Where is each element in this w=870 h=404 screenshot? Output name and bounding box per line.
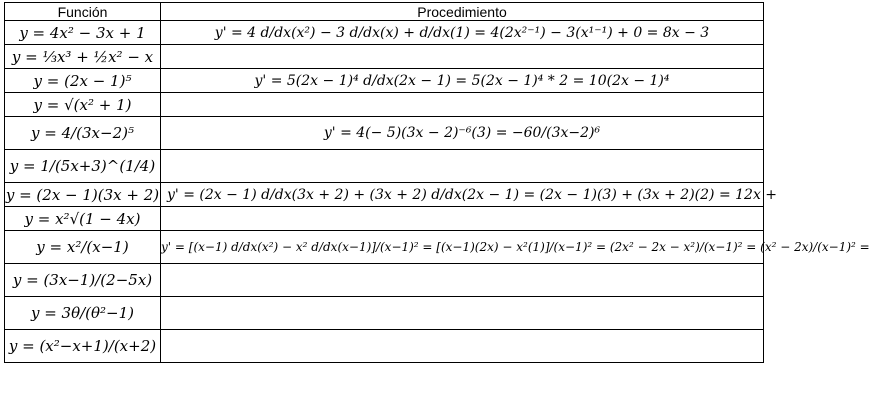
header-row	[5, 3, 764, 21]
funcion-cell: y = x²√(1 − 4x)	[5, 207, 161, 231]
header-procedimiento: Procedimiento	[161, 3, 764, 21]
funcion-cell: y = 3θ/(θ²−1)	[5, 297, 161, 330]
funcion-cell: y = (2x − 1)⁵	[5, 69, 161, 93]
procedimiento-cell	[161, 150, 764, 183]
table-row	[5, 117, 764, 150]
derivatives-table	[4, 2, 870, 363]
funcion-cell: y = √(x² + 1)	[5, 93, 161, 117]
procedimiento-cell	[161, 264, 764, 297]
header-funcion: Función	[5, 3, 161, 21]
table-row	[5, 183, 764, 207]
table-row	[5, 45, 764, 69]
procedimiento-cell: y' = 4(− 5)(3x − 2)⁻⁶(3) = −60/(3x−2)⁶	[161, 117, 764, 150]
funcion-cell: y = ⅓x³ + ½x² − x	[5, 45, 161, 69]
table-row	[5, 231, 764, 264]
table-row	[5, 207, 764, 231]
funcion-cell: y = (2x − 1)(3x + 2)	[5, 183, 161, 207]
funcion-cell: y = 4/(3x−2)⁵	[5, 117, 161, 150]
procedimiento-cell	[161, 207, 764, 231]
procedimiento-cell: y' = (2x − 1) d/dx(3x + 2) + (3x + 2) d/dx(2x − 1) = (2x − 1)(3) + (3x + 2)(2) = 12x +	[161, 183, 764, 207]
table-row	[5, 69, 764, 93]
procedimiento-cell	[161, 45, 764, 69]
funcion-cell: y = (x²−x+1)/(x+2)	[5, 330, 161, 363]
table-row	[5, 297, 764, 330]
funcion-cell: y = x²/(x−1)	[5, 231, 161, 264]
procedimiento-cell: y' = [(x−1) d/dx(x²) − x² d/dx(x−1)]/(x−1)² = [(x−1)(2x) − x²(1)]/(x−1)² = (2x² − 2x − x²)/(x−1)² = (x² − 2x)/(x−1)² =	[161, 231, 764, 264]
procedimiento-cell	[161, 330, 764, 363]
funcion-cell: y = 1/(5x+3)^(1/4)	[5, 150, 161, 183]
procedimiento-cell	[161, 297, 764, 330]
table-row	[5, 150, 764, 183]
procedimiento-cell: y' = 5(2x − 1)⁴ d/dx(2x − 1) = 5(2x − 1)⁴ * 2 = 10(2x − 1)⁴	[161, 69, 764, 93]
table-row	[5, 93, 764, 117]
procedimiento-cell	[161, 93, 764, 117]
table-row	[5, 330, 764, 363]
procedimiento-cell: y' = 4 d/dx(x²) − 3 d/dx(x) + d/dx(1) = 4(2x²⁻¹) − 3(x¹⁻¹) + 0 = 8x − 3	[161, 21, 764, 45]
funcion-cell: y = 4x² − 3x + 1	[5, 21, 161, 45]
funcion-cell: y = (3x−1)/(2−5x)	[5, 264, 161, 297]
table-row	[5, 264, 764, 297]
table-row	[5, 21, 764, 45]
